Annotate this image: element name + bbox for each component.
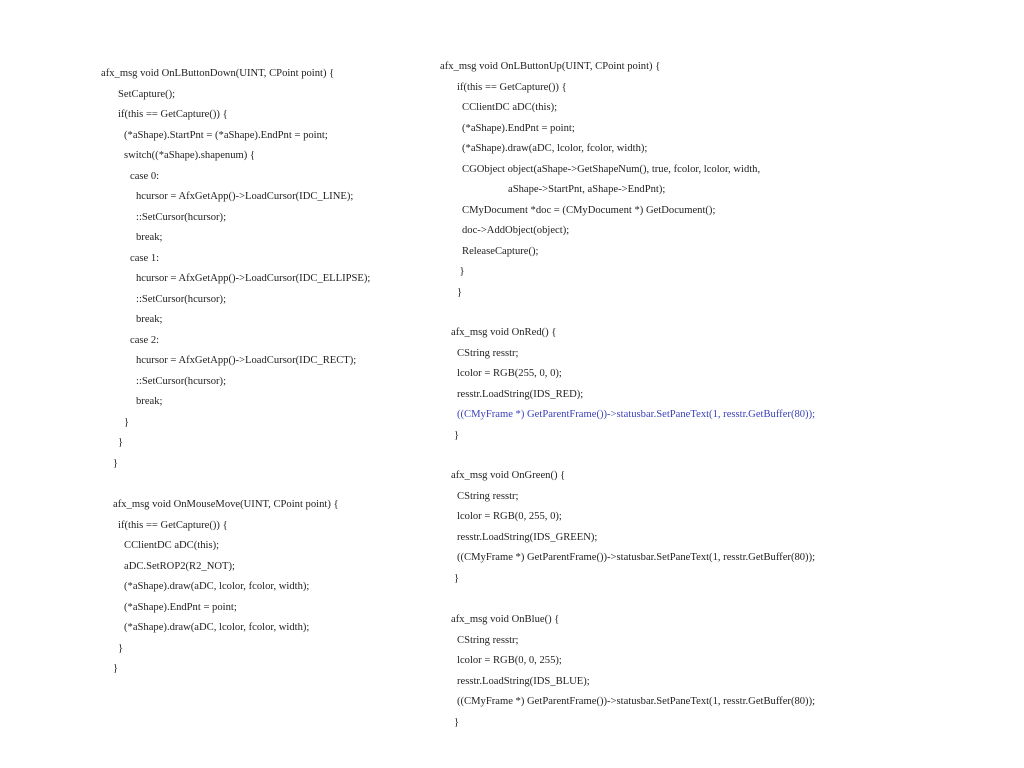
code-line: (*aShape).draw(aDC, lcolor, fcolor, width); [124, 581, 310, 592]
code-line: } [118, 643, 124, 654]
code-line: hcursor = AfxGetApp()->LoadCursor(IDC_RECT); [136, 355, 357, 366]
code-line: SetCapture(); [118, 89, 176, 100]
code-line: } [112, 458, 118, 469]
code-line: case 1: [130, 253, 160, 264]
code-line: } [454, 573, 460, 584]
code-line: doc->AddObject(object); [462, 225, 570, 236]
code-line: } [459, 266, 465, 277]
code-line: ReleaseCapture(); [462, 246, 539, 257]
code-line: case 2: [130, 335, 160, 346]
code-line: ((CMyFrame *) GetParentFrame())->statusbar.SetPaneText(1, resstr.GetBuffer(80)); [457, 552, 816, 563]
code-line: aShape->StartPnt, aShape->EndPnt); [508, 184, 666, 195]
code-line: } [118, 437, 124, 448]
code-line: afx_msg void OnLButtonUp(UINT, CPoint point) { [440, 61, 661, 72]
code-line: } [454, 430, 460, 441]
code-line: aDC.SetROP2(R2_NOT); [124, 561, 235, 572]
code-line: } [124, 417, 130, 428]
code-line: afx_msg void OnGreen() { [451, 470, 566, 481]
code-line: (*aShape).EndPnt = point; [462, 123, 575, 134]
code-line: case 0: [130, 171, 160, 182]
code-line: (*aShape).EndPnt = point; [124, 602, 237, 613]
code-line: ::SetCursor(hcursor); [136, 376, 227, 387]
code-line: if(this == GetCapture()) { [118, 520, 228, 531]
code-line: if(this == GetCapture()) { [457, 82, 567, 93]
code-line: switch((*aShape).shapenum) { [124, 150, 255, 161]
code-line: resstr.LoadString(IDS_RED); [457, 389, 584, 400]
code-line: CString resstr; [457, 635, 519, 646]
code-line: CMyDocument *doc = (CMyDocument *) GetDocument(); [462, 205, 716, 216]
code-line-highlighted: ((CMyFrame *) GetParentFrame())->statusbar.SetPaneText(1, resstr.GetBuffer(80)); [457, 409, 816, 420]
code-line: CGObject object(aShape->GetShapeNum(), true, fcolor, lcolor, width, [462, 164, 761, 175]
code-line: afx_msg void OnLButtonDown(UINT, CPoint point) { [101, 68, 335, 79]
code-line: CClientDC aDC(this); [124, 540, 220, 551]
code-line: resstr.LoadString(IDS_GREEN); [457, 532, 598, 543]
code-line: break; [136, 396, 163, 407]
code-line: afx_msg void OnRed() { [451, 327, 557, 338]
code-line: ::SetCursor(hcursor); [136, 294, 227, 305]
code-line: resstr.LoadString(IDS_BLUE); [457, 676, 590, 687]
code-line: (*aShape).draw(aDC, lcolor, fcolor, width); [462, 143, 648, 154]
code-line: } [113, 663, 119, 674]
code-line: afx_msg void OnMouseMove(UINT, CPoint point) { [113, 499, 339, 510]
code-line: hcursor = AfxGetApp()->LoadCursor(IDC_LINE); [136, 191, 354, 202]
code-line: afx_msg void OnBlue() { [451, 614, 560, 625]
code-line: ::SetCursor(hcursor); [136, 212, 227, 223]
code-line: ((CMyFrame *) GetParentFrame())->statusbar.SetPaneText(1, resstr.GetBuffer(80)); [457, 696, 816, 707]
code-line: hcursor = AfxGetApp()->LoadCursor(IDC_ELLIPSE); [136, 273, 371, 284]
code-line: } [457, 287, 463, 298]
code-line: } [454, 717, 460, 728]
code-line: lcolor = RGB(255, 0, 0); [457, 368, 562, 379]
code-line: lcolor = RGB(0, 255, 0); [457, 511, 562, 522]
code-line: break; [136, 232, 163, 243]
code-line: (*aShape).StartPnt = (*aShape).EndPnt = point; [124, 130, 328, 141]
code-line: CClientDC aDC(this); [462, 102, 558, 113]
code-line: break; [136, 314, 163, 325]
code-line: CString resstr; [457, 348, 519, 359]
code-line: lcolor = RGB(0, 0, 255); [457, 655, 562, 666]
code-line: if(this == GetCapture()) { [118, 109, 228, 120]
code-line: (*aShape).draw(aDC, lcolor, fcolor, width); [124, 622, 310, 633]
code-line: CString resstr; [457, 491, 519, 502]
